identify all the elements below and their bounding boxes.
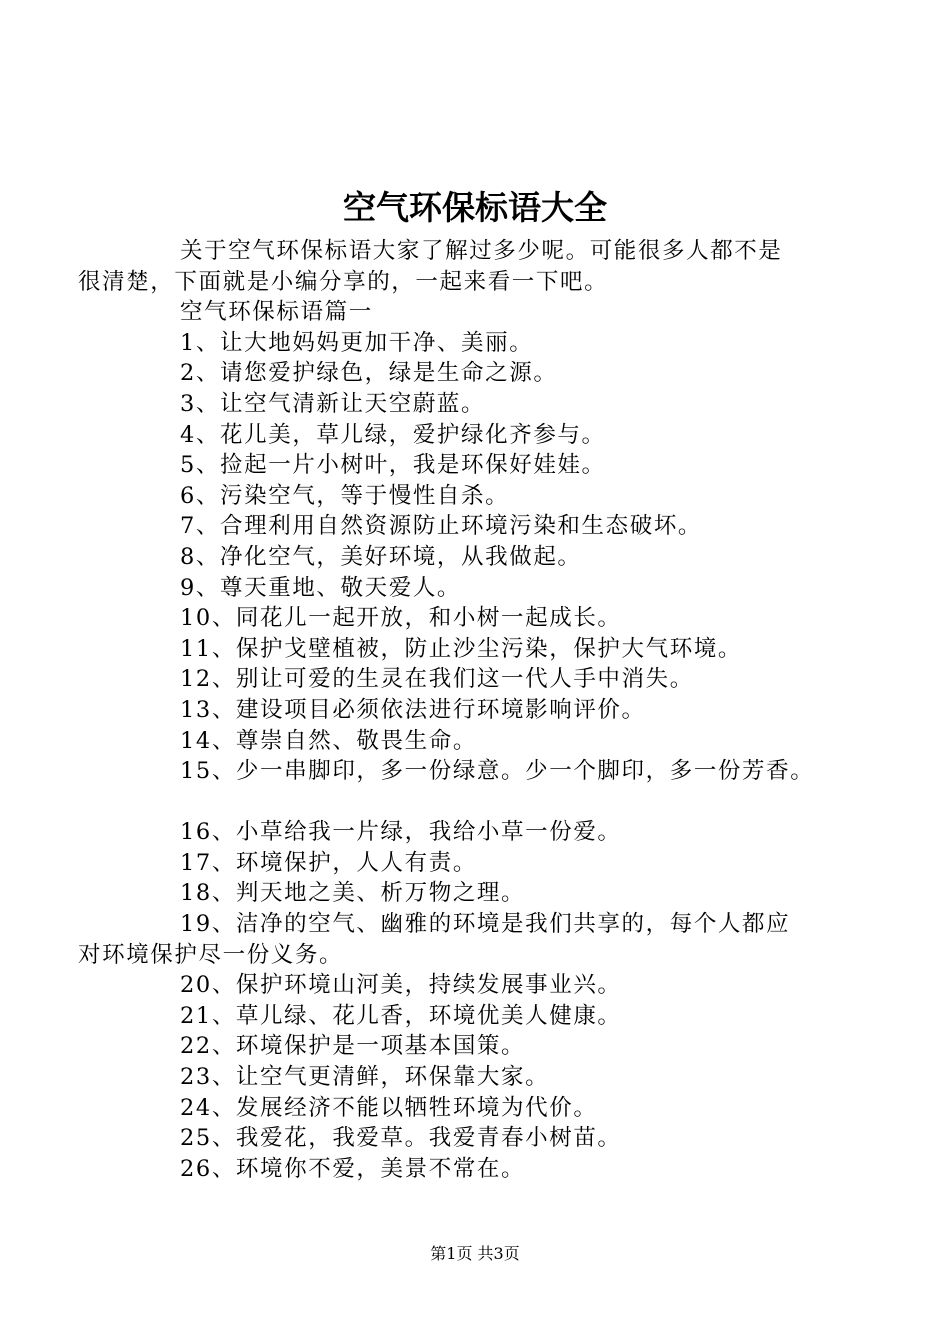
slogan-item: 3、让空气清新让天空蔚蓝。 [180, 390, 486, 417]
slogan-item: 26、环境你不爱，美景不常在。 [180, 1155, 526, 1182]
slogan-19-line-2: 对环境保护尽一份义务。 [78, 941, 344, 968]
slogan-item: 14、尊崇自然、敬畏生命。 [180, 727, 477, 754]
page-footer: 第1页 共3页 [430, 1244, 520, 1263]
intro-line-1: 关于空气环保标语大家了解过多少呢。可能很多人都不是 [180, 238, 783, 264]
document-body [78, 236, 849, 1184]
slogan-item: 6、污染空气，等于慢性自杀。 [180, 482, 510, 509]
slogan-item: 15、少一串脚印，多一份绿意。少一个脚印，多一份芳香。 [180, 758, 815, 785]
slogan-item: 22、环境保护是一项基本国策。 [180, 1033, 526, 1060]
slogan-item-19 [78, 909, 849, 970]
slogan-item: 20、保护环境山河美，持续发展事业兴。 [180, 972, 622, 999]
slogan-item: 18、判天地之美、析万物之理。 [180, 880, 526, 907]
slogan-item: 24、发展经济不能以牺牲环境为代价。 [180, 1094, 598, 1121]
intro-line-2: 很清楚，下面就是小编分享的，一起来看一下吧。 [78, 268, 609, 295]
slogan-item: 12、别让可爱的生灵在我们这一代人手中消失。 [180, 666, 694, 693]
slogan-item: 4、花儿美，草儿绿，爱护绿化齐参与。 [180, 421, 606, 448]
slogan-item: 23、让空气更清鲜，环保靠大家。 [180, 1064, 550, 1091]
slogan-item: 16、小草给我一片绿，我给小草一份爱。 [180, 819, 622, 846]
blank-line [129, 787, 849, 818]
slogan-item: 7、合理利用自然资源防止环境污染和生态破坏。 [180, 513, 703, 540]
slogan-19-line-1: 19、洁净的空气、幽雅的环境是我们共享的，每个人都应 [180, 911, 791, 938]
section-heading: 空气环保标语篇一 [180, 299, 373, 326]
slogan-item: 1、让大地妈妈更加干净、美丽。 [180, 329, 534, 356]
page-title: 空气环保标语大全 [343, 188, 607, 227]
slogan-item: 21、草儿绿、花儿香，环境优美人健康。 [180, 1002, 622, 1029]
slogan-item: 17、环境保护，人人有责。 [180, 849, 477, 876]
slogan-item: 25、我爱花，我爱草。我爱青春小树苗。 [180, 1125, 622, 1152]
slogan-item: 13、建设项目必须依法进行环境影响评价。 [180, 696, 646, 723]
slogan-item: 8、净化空气，美好环境，从我做起。 [180, 543, 582, 570]
slogan-item: 10、同花儿一起开放，和小树一起成长。 [180, 605, 622, 632]
intro-paragraph [78, 236, 849, 297]
slogan-item: 2、请您爱护绿色，绿是生命之源。 [180, 360, 558, 387]
slogan-item: 9、尊天重地、敬天爱人。 [180, 574, 462, 601]
slogan-item: 5、捡起一片小树叶，我是环保好娃娃。 [180, 452, 606, 479]
slogan-item: 11、保护戈壁植被，防止沙尘污染，保护大气环境。 [180, 635, 743, 662]
